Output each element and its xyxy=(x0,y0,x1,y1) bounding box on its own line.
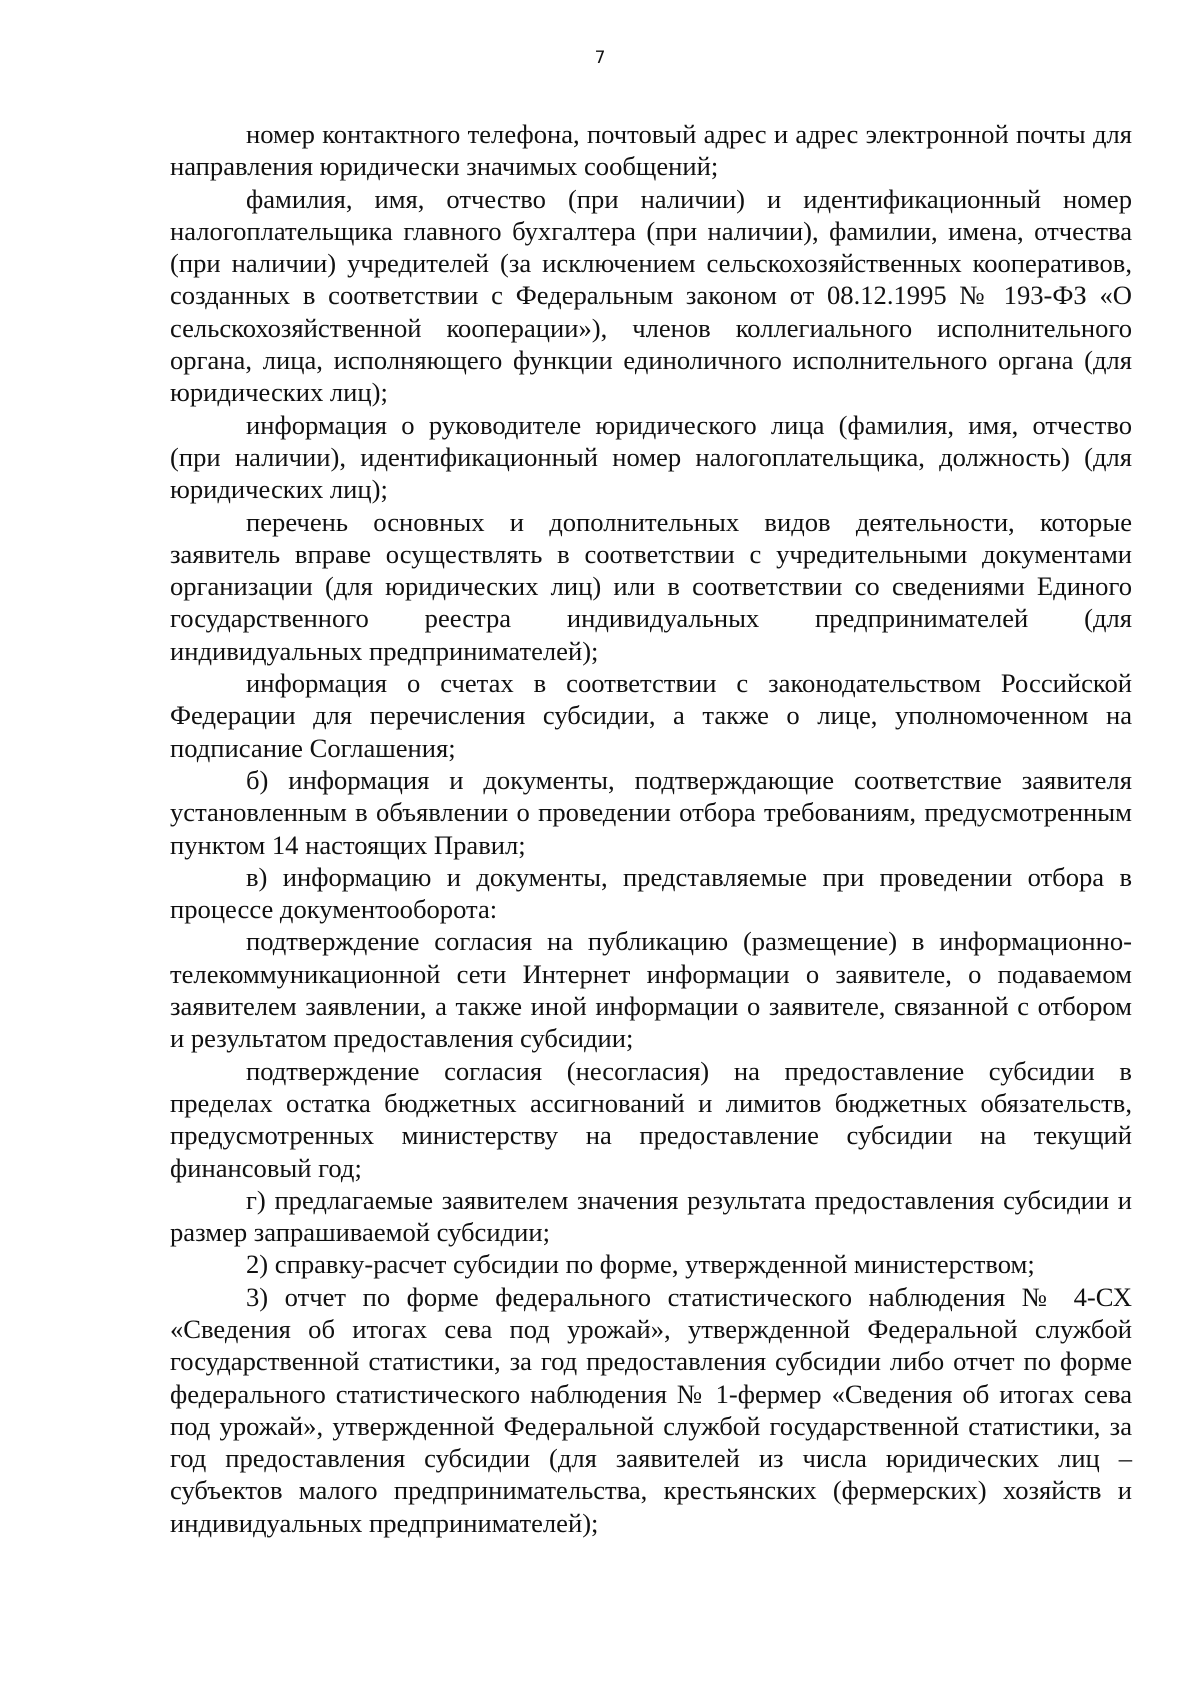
paragraph-publication-consent: подтверждение согласия на публикацию (размещение) в информационно-телекоммуникационной сети Интернет информации о заявителе, о подаваемом заявителем заявлении, а также иной информации о заявителе, связанной с отбором и результатом предоставления субсидии; xyxy=(170,926,1132,1054)
paragraph-item-v: в) информацию и документы, представляемые при проведении отбора в процессе документооборота: xyxy=(170,861,1132,925)
paragraph-item-b: б) информация и документы, подтверждающие соответствие заявителя установленным в объявлении о проведении отбора требованиям, предусмотренным пунктом 14 настоящих Правил; xyxy=(170,764,1132,860)
paragraph-item-2: 2) справку-расчет субсидии по форме, утвержденной министерством; xyxy=(246,1249,1035,1280)
paragraph-head-of-legal-entity: информация о руководителе юридического лица (фамилия, имя, отчество (при наличии), идентификационный номер налогоплательщика, должность) (для юридических лиц); xyxy=(170,409,1132,505)
paragraph-bank-accounts: информация о счетах в соответствии с законодательством Российской Федерации для перечисления субсидии, а также о лице, уполномоченном на подписание Соглашения; xyxy=(170,668,1132,763)
page-number: 7 xyxy=(594,48,606,68)
document-body xyxy=(170,118,1132,1539)
paragraph-item-g: г) предлагаемые заявителем значения результата предоставления субсидии и размер запрашиваемой субсидии; xyxy=(170,1184,1132,1248)
paragraph-activities-list: перечень основных и дополнительных видов деятельности, которые заявитель вправе осуществлять в соответствии с учредительными документами организации (для юридических лиц) или в соответствии со сведениями Единого государственного реестра индивидуальных предпринимателей (для индивидуальных предпринимателей); xyxy=(170,506,1132,666)
paragraph-chief-accountant-founders: фамилия, имя, отчество (при наличии) и идентификационный номер налогоплательщика главного бухгалтера (при наличии), фамилии, имена, отчества (при наличии) учредителей (за исключением сельскохозяйственных кооперативов, созданных в соответствии с Федеральным законом от 08.12.1995 № 193-ФЗ «О сельскохозяйственной кооперации»), членов коллегиального исполнительного органа, лица, исполняющего функции единоличного исполнительного органа (для юридических лиц); xyxy=(170,183,1132,408)
paragraph-budget-consent: подтверждение согласия (несогласия) на предоставление субсидии в пределах остатка бюджетных ассигнований и лимитов бюджетных обязательств, предусмотренных министерству на предоставление субсидии на текущий финансовый год; xyxy=(170,1055,1132,1183)
paragraph-contact-info: номер контактного телефона, почтовый адрес и адрес электронной почты для направления юридически значимых сообщений; xyxy=(170,119,1132,182)
paragraph-item-3: 3) отчет по форме федерального статистического наблюдения № 4-СХ «Сведения об итогах сева под урожай», утвержденной Федеральной службой государственной статистики, за год предоставления субсидии либо отчет по форме федерального статистического наблюдения № 1-фермер «Сведения об итогах сева под урожай», утвержденной Федеральной службой государственной статистики, за год предоставления субсидии (для заявителей из числа юридических лиц – субъектов малого предпринимательства, крестьянских (фермерских) хозяйств и индивидуальных предпринимателей); xyxy=(170,1281,1132,1538)
